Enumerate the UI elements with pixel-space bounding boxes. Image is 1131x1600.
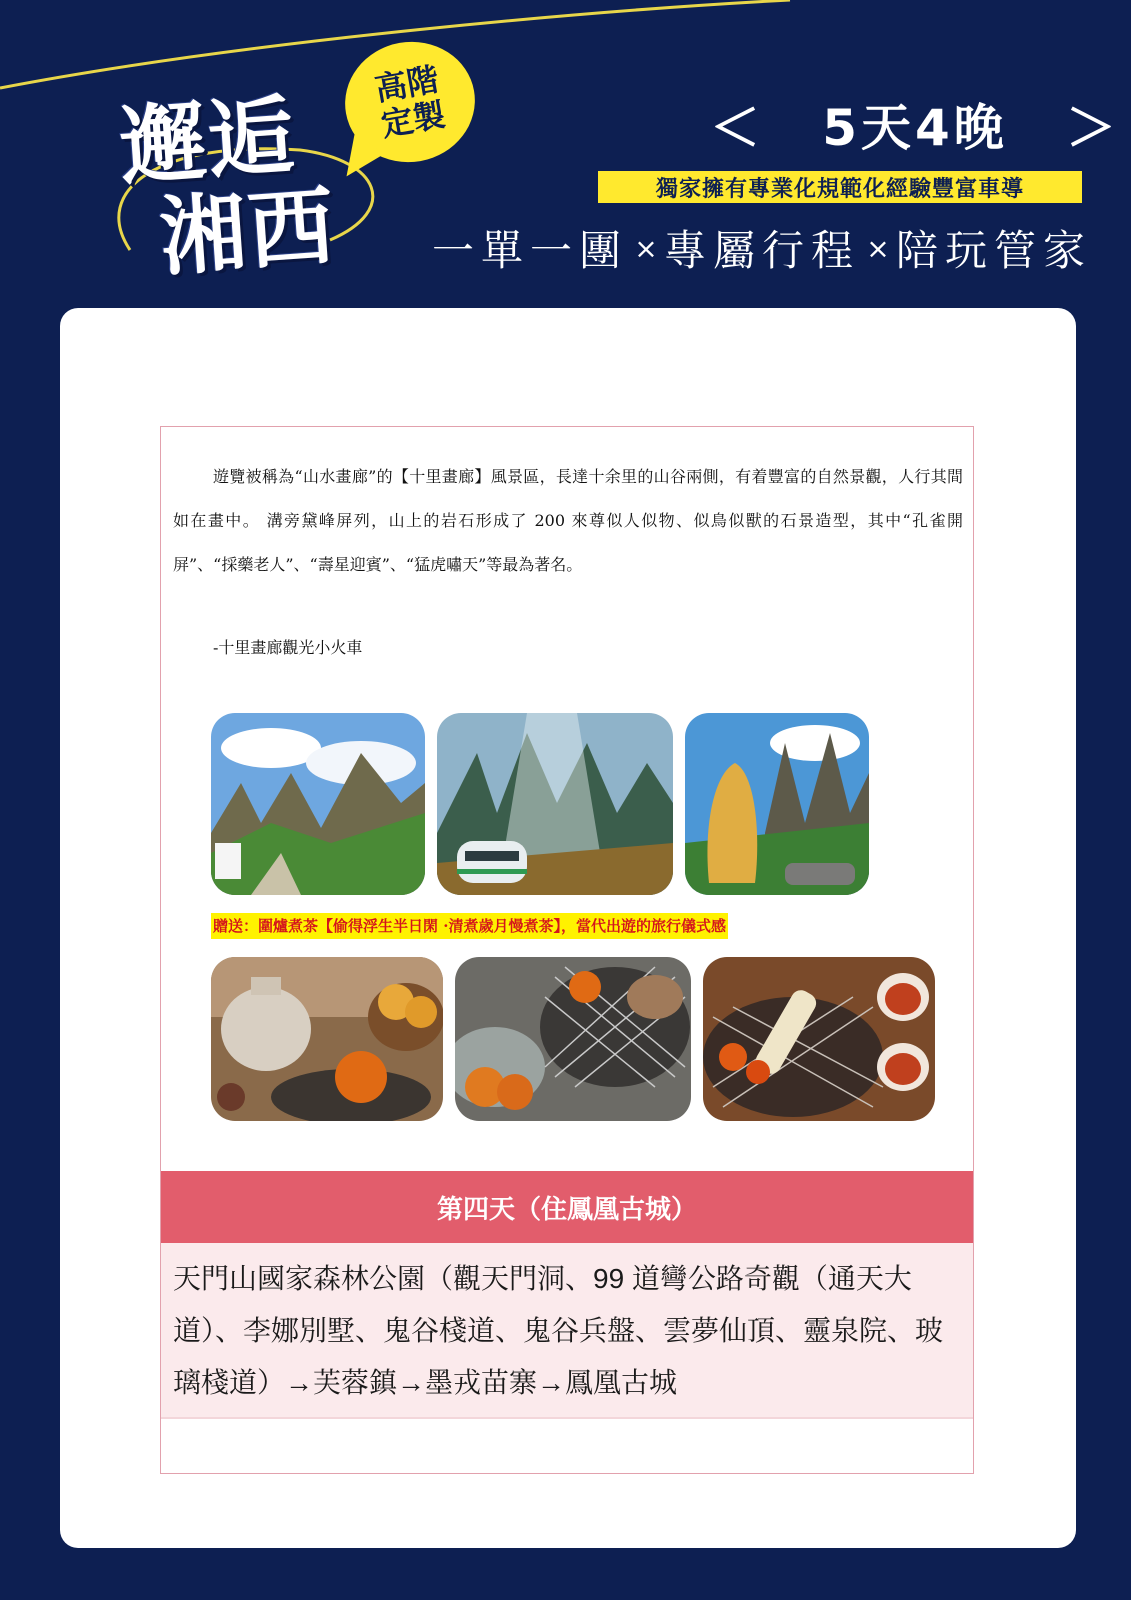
header (0, 0, 1131, 310)
divider (161, 1417, 973, 1419)
tagline: 獨家擁有專業化規範化經驗豐富車導 (655, 176, 1024, 202)
feature-item: 一單一團 (432, 226, 629, 275)
feature-item: 專屬行程 (663, 226, 860, 275)
feature-list (432, 218, 1092, 278)
photo-tea-grill (455, 957, 691, 1121)
gift-highlight: 贈送：圍爐煮茶【偷得浮生半日閑 ·清煮歲月慢煮茶】，當代出遊的旅行儀式感 (211, 913, 728, 939)
feature-item: 陪玩管家 (895, 226, 1092, 275)
duration-text: 5天4晚 (822, 99, 1008, 157)
day-itinerary: 天門山國家森林公園（觀天門洞、99 道彎公路奇觀（通天大道）、李娜別墅、鬼谷棧道、鬼谷兵盤、雲夢仙頂、靈泉院、玻璃棧道）→芙蓉鎮→墨戎苗寨→鳳凰古城 (161, 1243, 973, 1417)
title-line-2: 湘西 (156, 176, 340, 289)
photo-gallery-stone-monument (685, 713, 869, 895)
chevron-left-icon: ＜ (710, 99, 764, 157)
day-title: 第四天（住鳳凰古城） (436, 1194, 697, 1225)
day-title-bar (161, 1171, 973, 1243)
intro-paragraph: 遊覽被稱為“山水畫廊”的【十里畫廊】風景區，長達十余里的山谷兩側，有着豐富的自然景觀，人行其間如在畫中。 溝旁黛峰屏列，山上的岩石形成了 200 來尊似人似物、似鳥似獸的石景造型，其中“孔雀開屏”、“採藥老人”、“壽星迎賓”、“猛虎嘯天”等最為著名。 (173, 467, 963, 574)
content-frame (160, 426, 974, 1474)
separator-icon: × (634, 231, 658, 265)
photo-gallery-train-valley (211, 713, 425, 895)
tagline-bar (598, 171, 1082, 203)
photo-gallery-train-peaks (437, 713, 673, 895)
trip-duration (710, 88, 1120, 160)
content-card (60, 308, 1076, 1548)
badge-line-2: 定製 (378, 95, 448, 144)
separator-icon: × (866, 231, 890, 265)
title-line-1: 邂逅 (116, 85, 300, 198)
photo-tea-pot (211, 957, 443, 1121)
page-title (116, 85, 410, 289)
chevron-right-icon: ＞ (1066, 99, 1120, 157)
badge-line-1: 高階 (372, 60, 442, 109)
subheading: -十里畫廊觀光小火車 (213, 638, 363, 657)
photo-tea-cups (703, 957, 935, 1121)
